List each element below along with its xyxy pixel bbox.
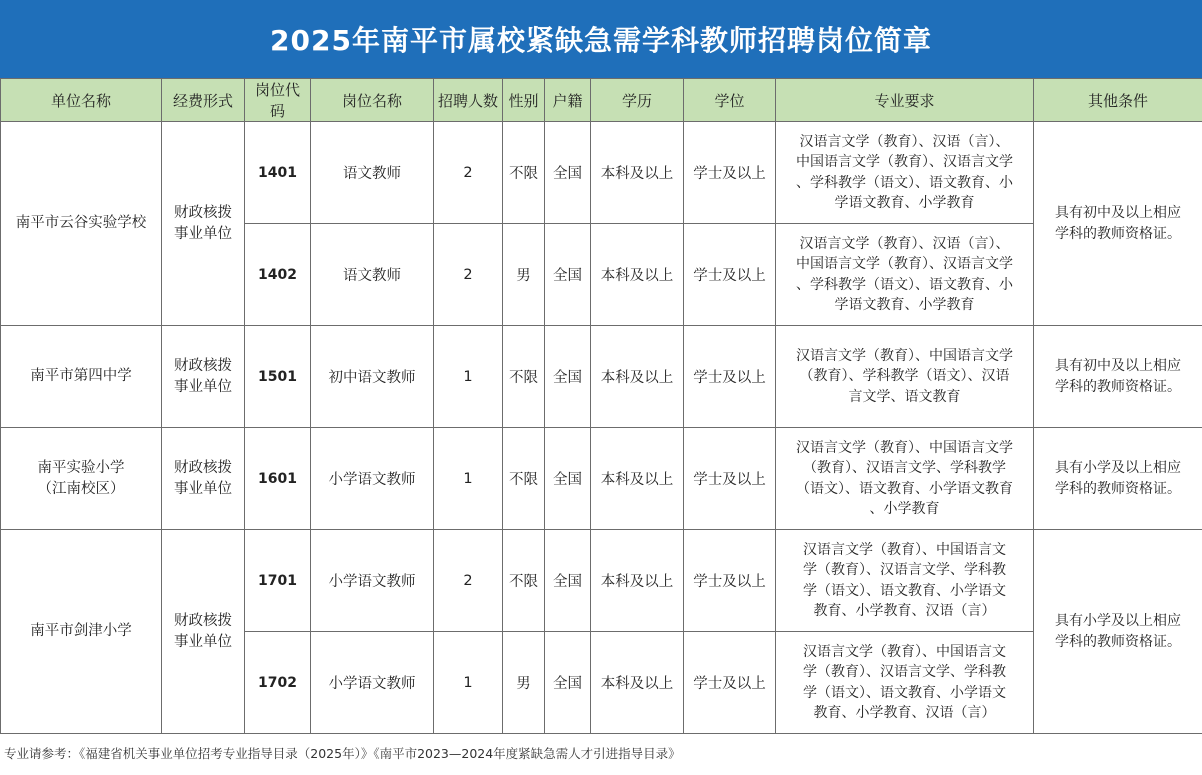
major-requirements: 汉语言文学（教育）、中国语言文学 （教育）、学科教学（语文）、汉语 言文学、语文教育 [776, 326, 1034, 428]
funding-type: 财政核拨 事业单位 [162, 530, 245, 734]
position-title: 语文教师 [311, 224, 434, 326]
residence: 全国 [545, 428, 591, 530]
degree: 学士及以上 [684, 632, 776, 734]
position-code: 1501 [245, 326, 311, 428]
gender: 不限 [503, 326, 545, 428]
header-residence: 户籍 [545, 79, 591, 122]
hire-count: 2 [434, 530, 503, 632]
header-gender: 性别 [503, 79, 545, 122]
table-row [1, 122, 1202, 224]
education: 本科及以上 [591, 530, 684, 632]
page-title: 2025年南平市属校紧缺急需学科教师招聘岗位简章 [0, 0, 1202, 78]
residence: 全国 [545, 326, 591, 428]
hire-count: 1 [434, 428, 503, 530]
positions-table [0, 78, 1202, 734]
header-major: 专业要求 [776, 79, 1034, 122]
residence: 全国 [545, 632, 591, 734]
residence: 全国 [545, 530, 591, 632]
hire-count: 2 [434, 224, 503, 326]
hire-count: 1 [434, 632, 503, 734]
header-funding: 经费形式 [162, 79, 245, 122]
table-row [1, 428, 1202, 530]
gender: 不限 [503, 122, 545, 224]
degree: 学士及以上 [684, 326, 776, 428]
other-conditions: 具有小学及以上相应 学科的教师资格证。 [1034, 428, 1202, 530]
other-conditions: 具有初中及以上相应 学科的教师资格证。 [1034, 122, 1202, 326]
header-count: 招聘人数 [434, 79, 503, 122]
position-code: 1601 [245, 428, 311, 530]
position-code: 1402 [245, 224, 311, 326]
table-header-row [1, 79, 1202, 122]
major-requirements: 汉语言文学（教育）、汉语（言）、 中国语言文学（教育）、汉语言文学 、学科教学（语文）、语文教育、小 学语文教育、小学教育 [776, 224, 1034, 326]
residence: 全国 [545, 224, 591, 326]
position-code: 1401 [245, 122, 311, 224]
funding-type: 财政核拨 事业单位 [162, 122, 245, 326]
education: 本科及以上 [591, 122, 684, 224]
position-title: 小学语文教师 [311, 530, 434, 632]
header-position: 岗位名称 [311, 79, 434, 122]
position-title: 小学语文教师 [311, 632, 434, 734]
unit-name: 南平市第四中学 [1, 326, 162, 428]
other-conditions: 具有初中及以上相应 学科的教师资格证。 [1034, 326, 1202, 428]
major-requirements: 汉语言文学（教育）、中国语言文 学（教育）、汉语言文学、学科教 学（语文）、语文教育、小学语文 教育、小学教育、汉语（言） [776, 530, 1034, 632]
other-conditions: 具有小学及以上相应 学科的教师资格证。 [1034, 530, 1202, 734]
degree: 学士及以上 [684, 530, 776, 632]
header-code: 岗位代码 [245, 79, 311, 122]
degree: 学士及以上 [684, 428, 776, 530]
hire-count: 1 [434, 326, 503, 428]
position-code: 1701 [245, 530, 311, 632]
unit-name: 南平市云谷实验学校 [1, 122, 162, 326]
gender: 男 [503, 632, 545, 734]
header-other: 其他条件 [1034, 79, 1202, 122]
table-row [1, 326, 1202, 428]
funding-type: 财政核拨 事业单位 [162, 428, 245, 530]
major-requirements: 汉语言文学（教育）、汉语（言）、 中国语言文学（教育）、汉语言文学 、学科教学（语文）、语文教育、小 学语文教育、小学教育 [776, 122, 1034, 224]
unit-name: 南平市剑津小学 [1, 530, 162, 734]
education: 本科及以上 [591, 428, 684, 530]
reference-footnote: 专业请参考：《福建省机关事业单位招考专业指导目录（2025年）》《南平市2023—2024年度紧缺急需人才引进指导目录》 [4, 746, 681, 761]
header-unit: 单位名称 [1, 79, 162, 122]
gender: 不限 [503, 428, 545, 530]
major-requirements: 汉语言文学（教育）、中国语言文学 （教育）、汉语言文学、学科教学 （语文）、语文教育、小学语文教育 、小学教育 [776, 428, 1034, 530]
education: 本科及以上 [591, 632, 684, 734]
major-requirements: 汉语言文学（教育）、中国语言文 学（教育）、汉语言文学、学科教 学（语文）、语文教育、小学语文 教育、小学教育、汉语（言） [776, 632, 1034, 734]
position-title: 小学语文教师 [311, 428, 434, 530]
position-code: 1702 [245, 632, 311, 734]
gender: 男 [503, 224, 545, 326]
hire-count: 2 [434, 122, 503, 224]
position-title: 语文教师 [311, 122, 434, 224]
education: 本科及以上 [591, 224, 684, 326]
gender: 不限 [503, 530, 545, 632]
education: 本科及以上 [591, 326, 684, 428]
degree: 学士及以上 [684, 122, 776, 224]
funding-type: 财政核拨 事业单位 [162, 326, 245, 428]
table-row [1, 530, 1202, 632]
unit-name: 南平实验小学 （江南校区） [1, 428, 162, 530]
header-degree: 学位 [684, 79, 776, 122]
degree: 学士及以上 [684, 224, 776, 326]
header-education: 学历 [591, 79, 684, 122]
residence: 全国 [545, 122, 591, 224]
position-title: 初中语文教师 [311, 326, 434, 428]
